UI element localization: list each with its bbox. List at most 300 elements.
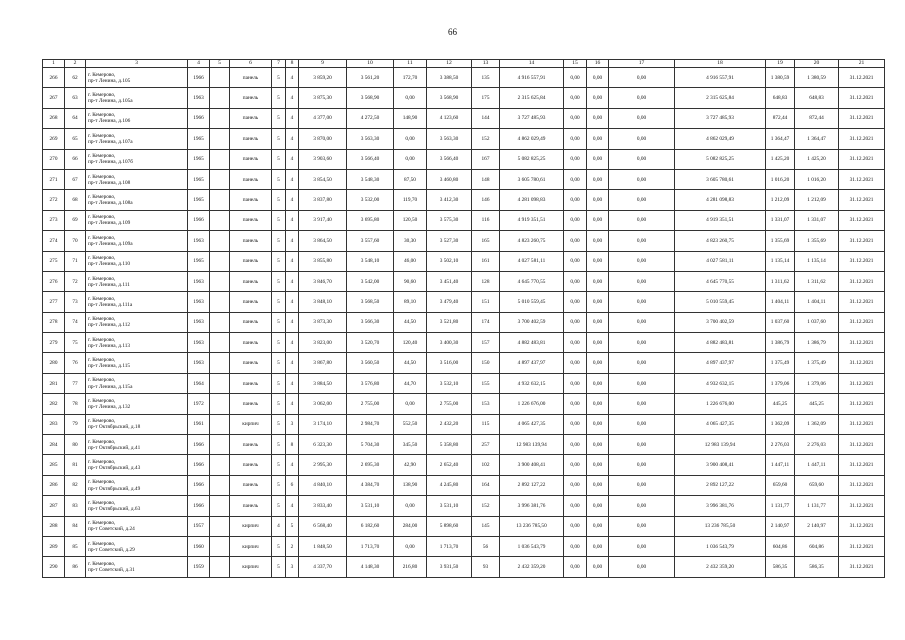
address-line: пр-т Ленина, д.115 bbox=[88, 363, 131, 370]
table-cell-col-13: 257 bbox=[472, 435, 500, 455]
table-cell-col-18: 3 727 485,93 bbox=[675, 108, 766, 128]
table-cell-col-20: 445,25 bbox=[795, 394, 839, 414]
table-cell-col-13: 167 bbox=[472, 149, 500, 169]
table-cell-col-13: 175 bbox=[472, 88, 500, 108]
table-cell-col-14: 5 010 559,45 bbox=[500, 292, 564, 312]
table-cell-col-16: 0,00 bbox=[587, 414, 609, 434]
table-cell-col-6: панель bbox=[230, 169, 272, 189]
table-cell-col-15: 0,00 bbox=[564, 353, 587, 373]
table-cell-col-14: 3 996 381,76 bbox=[500, 496, 564, 516]
table-cell-col-13: 146 bbox=[472, 190, 500, 210]
table-cell-col-2: 63 bbox=[65, 88, 86, 108]
table-cell-col-5 bbox=[210, 169, 230, 189]
table-cell-col-12: 4 123,60 bbox=[427, 108, 472, 128]
address-line: пр-т Ленина, д.109а bbox=[88, 240, 133, 247]
address-line: г. Кемерово, bbox=[88, 418, 116, 425]
table-cell-col-13: 161 bbox=[472, 251, 500, 271]
table-cell-col-3 bbox=[86, 231, 188, 251]
table-cell-col-18: 2 315 625,84 bbox=[675, 88, 766, 108]
table-cell-col-14: 4 932 632,15 bbox=[500, 373, 564, 393]
table-cell-col-18: 4 897 437,97 bbox=[675, 353, 766, 373]
table-cell-col-18: 4 645 770,55 bbox=[675, 271, 766, 291]
table-cell-col-12: 5 358,80 bbox=[427, 435, 472, 455]
table-cell-col-12: 3 563,30 bbox=[427, 129, 472, 149]
table-cell-col-17: 0,00 bbox=[609, 394, 675, 414]
table-cell-col-7: 5 bbox=[272, 190, 286, 210]
table-cell-col-16: 0,00 bbox=[587, 435, 609, 455]
table-cell-col-10: 3 695,80 bbox=[347, 210, 394, 230]
table-cell-col-5 bbox=[210, 231, 230, 251]
table-cell-col-16: 0,00 bbox=[587, 129, 609, 149]
table-cell-col-11: 42,90 bbox=[394, 455, 427, 475]
address-line: пр-т Ленина, д.112 bbox=[88, 322, 131, 329]
table-cell-col-8: 4 bbox=[286, 108, 299, 128]
table-cell-col-1: 279 bbox=[43, 333, 65, 353]
table-cell-col-18: 1 036 543,79 bbox=[675, 536, 766, 556]
table-cell-col-8: 4 bbox=[286, 169, 299, 189]
table-cell-col-4: 1966 bbox=[188, 68, 210, 88]
table-cell-col-18: 5 082 825,25 bbox=[675, 149, 766, 169]
table-cell-col-10: 2 755,00 bbox=[347, 394, 394, 414]
table-cell-col-18: 13 236 785,50 bbox=[675, 516, 766, 536]
table-cell-col-9: 4 840,10 bbox=[299, 475, 347, 495]
table-cell-col-5 bbox=[210, 68, 230, 88]
table-cell-col-9: 3 903,60 bbox=[299, 149, 347, 169]
table-cell-col-21: 31.12.2021 bbox=[839, 68, 885, 88]
table-cell-col-14: 4 027 581,11 bbox=[500, 251, 564, 271]
table-cell-col-19: 872,44 bbox=[766, 108, 795, 128]
table-cell-col-3 bbox=[86, 292, 188, 312]
table-cell-col-5 bbox=[210, 557, 230, 577]
table-cell-col-8: 6 bbox=[286, 475, 299, 495]
table-row bbox=[43, 373, 885, 393]
table-cell-col-7: 5 bbox=[272, 251, 286, 271]
table-cell-col-3 bbox=[86, 210, 188, 230]
table-cell-col-11: 0,00 bbox=[394, 536, 427, 556]
table-cell-col-8: 4 bbox=[286, 88, 299, 108]
table-cell-col-17: 0,00 bbox=[609, 435, 675, 455]
table-cell-col-6: панель bbox=[230, 88, 272, 108]
address-line: г. Кемерово, bbox=[88, 234, 116, 241]
table-cell-col-19: 1 016,20 bbox=[766, 169, 795, 189]
table-cell-col-15: 0,00 bbox=[564, 496, 587, 516]
address-line: г. Кемерово, bbox=[88, 132, 116, 139]
table-cell-col-21: 31.12.2021 bbox=[839, 455, 885, 475]
address-line: г. Кемерово, bbox=[88, 193, 116, 200]
table-cell-col-6: панель bbox=[230, 333, 272, 353]
table-cell-col-21: 31.12.2021 bbox=[839, 251, 885, 271]
table-row bbox=[43, 353, 885, 373]
table-cell-col-7: 5 bbox=[272, 435, 286, 455]
table-cell-col-7: 5 bbox=[272, 129, 286, 149]
table-cell-col-9: 3 062,00 bbox=[299, 394, 347, 414]
table-cell-col-16: 0,00 bbox=[587, 373, 609, 393]
table-cell-col-16: 0,00 bbox=[587, 149, 609, 169]
table-cell-col-5 bbox=[210, 292, 230, 312]
address-line: пр-т Советский, д.31 bbox=[88, 567, 135, 574]
table-cell-col-2: 78 bbox=[65, 394, 86, 414]
table-cell-col-6: кирпич bbox=[230, 414, 272, 434]
table-cell-col-19: 648,83 bbox=[766, 88, 795, 108]
table-cell-col-4: 1963 bbox=[188, 333, 210, 353]
table-cell-col-15: 0,00 bbox=[564, 68, 587, 88]
table-cell-col-4: 1966 bbox=[188, 455, 210, 475]
table-cell-col-2: 66 bbox=[65, 149, 86, 169]
table-cell-col-21: 31.12.2021 bbox=[839, 414, 885, 434]
table-cell-col-1: 269 bbox=[43, 129, 65, 149]
table-cell-col-17: 0,00 bbox=[609, 251, 675, 271]
table-cell-col-16: 0,00 bbox=[587, 271, 609, 291]
table-cell-col-14: 4 919 351,51 bbox=[500, 210, 564, 230]
table-cell-col-4: 1965 bbox=[188, 251, 210, 271]
table-cell-col-6: панель bbox=[230, 271, 272, 291]
table-cell-col-10: 2 984,70 bbox=[347, 414, 394, 434]
table-cell-col-3 bbox=[86, 312, 188, 332]
table-row bbox=[43, 496, 885, 516]
table-cell-col-2: 81 bbox=[65, 455, 86, 475]
table-cell-col-4: 1963 bbox=[188, 88, 210, 108]
address-line: пр-т Ленина, д.110 bbox=[88, 261, 131, 268]
address-line: г. Кемерово, bbox=[88, 520, 116, 527]
table-cell-col-5 bbox=[210, 108, 230, 128]
table-cell-col-5 bbox=[210, 312, 230, 332]
address-line: г. Кемерово, bbox=[88, 316, 116, 323]
table-cell-col-12: 3 566,40 bbox=[427, 149, 472, 169]
table-cell-col-6: панель bbox=[230, 455, 272, 475]
table-cell-col-9: 3 854,50 bbox=[299, 169, 347, 189]
table-cell-col-13: 151 bbox=[472, 292, 500, 312]
table-cell-col-13: 148 bbox=[472, 169, 500, 189]
table-cell-col-19: 1 311,62 bbox=[766, 271, 795, 291]
table-cell-col-10: 3 531,10 bbox=[347, 496, 394, 516]
table-cell-col-5 bbox=[210, 496, 230, 516]
table-cell-col-17: 0,00 bbox=[609, 108, 675, 128]
table-cell-col-18: 4 823 260,75 bbox=[675, 231, 766, 251]
address-line: г. Кемерово, bbox=[88, 295, 116, 302]
table-cell-col-7: 4 bbox=[272, 516, 286, 536]
table-cell-col-10: 3 557,60 bbox=[347, 231, 394, 251]
table-cell-col-2: 62 bbox=[65, 68, 86, 88]
column-number: 19 bbox=[766, 60, 795, 68]
table-cell-col-21: 31.12.2021 bbox=[839, 496, 885, 516]
table-cell-col-12: 3 388,50 bbox=[427, 68, 472, 88]
table-cell-col-15: 0,00 bbox=[564, 210, 587, 230]
table-cell-col-19: 1 331,07 bbox=[766, 210, 795, 230]
table-cell-col-17: 0,00 bbox=[609, 149, 675, 169]
table-cell-col-10: 5 704,30 bbox=[347, 435, 394, 455]
table-cell-col-13: 93 bbox=[472, 557, 500, 577]
table-cell-col-13: 157 bbox=[472, 333, 500, 353]
table-cell-col-16: 0,00 bbox=[587, 251, 609, 271]
page-number: 66 bbox=[448, 27, 457, 37]
table-cell-col-19: 1 037,60 bbox=[766, 312, 795, 332]
table-cell-col-5 bbox=[210, 475, 230, 495]
table-cell-col-8: 4 bbox=[286, 210, 299, 230]
table-cell-col-4: 1966 bbox=[188, 496, 210, 516]
table-cell-col-12: 3 568,90 bbox=[427, 88, 472, 108]
table-cell-col-1: 288 bbox=[43, 516, 65, 536]
table-cell-col-2: 65 bbox=[65, 129, 86, 149]
table-cell-col-11: 552,50 bbox=[394, 414, 427, 434]
table-cell-col-15: 0,00 bbox=[564, 394, 587, 414]
table-cell-col-2: 84 bbox=[65, 516, 86, 536]
table-cell-col-6: панель bbox=[230, 210, 272, 230]
column-number: 7 bbox=[272, 60, 286, 68]
table-cell-col-8: 4 bbox=[286, 455, 299, 475]
table-row bbox=[43, 333, 885, 353]
table-cell-col-4: 1966 bbox=[188, 108, 210, 128]
address-line: пр-т Ленина, д.106 bbox=[88, 118, 131, 125]
table-cell-col-9: 6 323,30 bbox=[299, 435, 347, 455]
table-cell-col-6: панель bbox=[230, 353, 272, 373]
address-line: г. Кемерово, bbox=[88, 459, 116, 466]
table-cell-col-18: 4 882 483,81 bbox=[675, 333, 766, 353]
table-cell-col-20: 2 140,97 bbox=[795, 516, 839, 536]
table-cell-col-18: 1 226 676,00 bbox=[675, 394, 766, 414]
column-number: 8 bbox=[286, 60, 299, 68]
table-cell-col-8: 5 bbox=[286, 516, 299, 536]
table-cell-col-1: 266 bbox=[43, 68, 65, 88]
table-cell-col-5 bbox=[210, 394, 230, 414]
table-cell-col-18: 2 432 359,20 bbox=[675, 557, 766, 577]
table-cell-col-14: 1 226 676,00 bbox=[500, 394, 564, 414]
table-cell-col-7: 5 bbox=[272, 475, 286, 495]
table-cell-col-11: 345,50 bbox=[394, 435, 427, 455]
table-row bbox=[43, 455, 885, 475]
address-line: пр-т Ленина, д.109 bbox=[88, 220, 131, 227]
table-cell-col-7: 5 bbox=[272, 169, 286, 189]
table-cell-col-11: 44,70 bbox=[394, 373, 427, 393]
address-line: пр-т Ленина, д.111 bbox=[88, 281, 130, 288]
table-cell-col-15: 0,00 bbox=[564, 475, 587, 495]
table-cell-col-20: 1 037,60 bbox=[795, 312, 839, 332]
table-cell-col-7: 5 bbox=[272, 373, 286, 393]
column-number: 9 bbox=[299, 60, 347, 68]
table-cell-col-1: 273 bbox=[43, 210, 65, 230]
table-cell-col-9: 3 833,40 bbox=[299, 496, 347, 516]
table-cell-col-8: 4 bbox=[286, 190, 299, 210]
table-cell-col-6: панель bbox=[230, 496, 272, 516]
table-cell-col-9: 3 837,80 bbox=[299, 190, 347, 210]
table-cell-col-14: 5 082 825,25 bbox=[500, 149, 564, 169]
table-cell-col-6: панель bbox=[230, 149, 272, 169]
table-cell-col-9: 3 884,50 bbox=[299, 373, 347, 393]
table-cell-col-20: 1 131,77 bbox=[795, 496, 839, 516]
table-cell-col-13: 135 bbox=[472, 68, 500, 88]
table-cell-col-13: 174 bbox=[472, 312, 500, 332]
table-cell-col-8: 3 bbox=[286, 557, 299, 577]
table-cell-col-2: 74 bbox=[65, 312, 86, 332]
column-number: 14 bbox=[500, 60, 564, 68]
table-cell-col-1: 281 bbox=[43, 373, 65, 393]
table-cell-col-5 bbox=[210, 414, 230, 434]
table-cell-col-1: 272 bbox=[43, 190, 65, 210]
table-row bbox=[43, 190, 885, 210]
table-cell-col-14: 2 892 127,22 bbox=[500, 475, 564, 495]
table-cell-col-19: 1 362,09 bbox=[766, 414, 795, 434]
table-cell-col-18: 4 862 029,49 bbox=[675, 129, 766, 149]
table-cell-col-4: 1963 bbox=[188, 312, 210, 332]
table-cell-col-21: 31.12.2021 bbox=[839, 394, 885, 414]
table-cell-col-13: 150 bbox=[472, 353, 500, 373]
address-line: г. Кемерово, bbox=[88, 357, 116, 364]
table-cell-col-17: 0,00 bbox=[609, 169, 675, 189]
table-cell-col-17: 0,00 bbox=[609, 414, 675, 434]
address-line: пр-т Ленина, д.107б bbox=[88, 159, 133, 166]
table-cell-col-2: 83 bbox=[65, 496, 86, 516]
table-cell-col-4: 1963 bbox=[188, 231, 210, 251]
table-cell-col-11: 0,00 bbox=[394, 88, 427, 108]
table-cell-col-9: 3 823,00 bbox=[299, 333, 347, 353]
table-cell-col-18: 4 932 632,15 bbox=[675, 373, 766, 393]
table-row bbox=[43, 536, 885, 556]
table-cell-col-11: 90,60 bbox=[394, 271, 427, 291]
table-cell-col-16: 0,00 bbox=[587, 88, 609, 108]
table-cell-col-13: 155 bbox=[472, 373, 500, 393]
table-cell-col-3 bbox=[86, 414, 188, 434]
table-cell-col-8: 4 bbox=[286, 333, 299, 353]
table-cell-col-1: 286 bbox=[43, 475, 65, 495]
table-cell-col-15: 0,00 bbox=[564, 312, 587, 332]
table-cell-col-12: 2 432,20 bbox=[427, 414, 472, 434]
table-cell-col-13: 56 bbox=[472, 536, 500, 556]
table-cell-col-7: 5 bbox=[272, 394, 286, 414]
address-line: г. Кемерово, bbox=[88, 153, 116, 160]
table-cell-col-1: 276 bbox=[43, 271, 65, 291]
table-cell-col-11: 284,00 bbox=[394, 516, 427, 536]
table-cell-col-12: 3 412,30 bbox=[427, 190, 472, 210]
table-cell-col-21: 31.12.2021 bbox=[839, 231, 885, 251]
address-line: пр-т Ленина, д.111а bbox=[88, 301, 133, 308]
table-cell-col-6: панель bbox=[230, 312, 272, 332]
table-cell-col-15: 0,00 bbox=[564, 333, 587, 353]
table-cell-col-10: 2 695,30 bbox=[347, 455, 394, 475]
table-cell-col-11: 0,00 bbox=[394, 394, 427, 414]
table-cell-col-2: 69 bbox=[65, 210, 86, 230]
table-cell-col-20: 1 379,06 bbox=[795, 373, 839, 393]
table-cell-col-7: 5 bbox=[272, 292, 286, 312]
table-cell-col-9: 1 848,50 bbox=[299, 536, 347, 556]
table-row bbox=[43, 210, 885, 230]
table-cell-col-21: 31.12.2021 bbox=[839, 373, 885, 393]
table-cell-col-14: 1 036 543,79 bbox=[500, 536, 564, 556]
table-cell-col-3 bbox=[86, 455, 188, 475]
table-cell-col-10: 3 560,50 bbox=[347, 353, 394, 373]
table-row bbox=[43, 475, 885, 495]
table-cell-col-14: 4 065 427,35 bbox=[500, 414, 564, 434]
table-cell-col-8: 4 bbox=[286, 312, 299, 332]
table-cell-col-15: 0,00 bbox=[564, 231, 587, 251]
table-cell-col-13: 145 bbox=[472, 516, 500, 536]
table-cell-col-3 bbox=[86, 108, 188, 128]
table-cell-col-17: 0,00 bbox=[609, 557, 675, 577]
table-cell-col-20: 1 447,11 bbox=[795, 455, 839, 475]
table-cell-col-9: 3 848,10 bbox=[299, 292, 347, 312]
table-cell-col-16: 0,00 bbox=[587, 536, 609, 556]
table-cell-col-7: 5 bbox=[272, 353, 286, 373]
column-number: 4 bbox=[188, 60, 210, 68]
table-cell-col-12: 1 713,70 bbox=[427, 536, 472, 556]
table-cell-col-14: 4 862 029,49 bbox=[500, 129, 564, 149]
table-cell-col-3 bbox=[86, 496, 188, 516]
table-cell-col-10: 3 532,00 bbox=[347, 190, 394, 210]
table-cell-col-3 bbox=[86, 394, 188, 414]
table-cell-col-13: 144 bbox=[472, 108, 500, 128]
table-cell-col-3 bbox=[86, 536, 188, 556]
table-cell-col-16: 0,00 bbox=[587, 312, 609, 332]
table-cell-col-20: 1 311,62 bbox=[795, 271, 839, 291]
column-number: 5 bbox=[210, 60, 230, 68]
table-cell-col-9: 3 873,30 bbox=[299, 312, 347, 332]
table-cell-col-7: 5 bbox=[272, 68, 286, 88]
table-cell-col-11: 120,50 bbox=[394, 210, 427, 230]
table-cell-col-7: 5 bbox=[272, 414, 286, 434]
table-cell-col-20: 1 135,14 bbox=[795, 251, 839, 271]
column-number: 10 bbox=[347, 60, 394, 68]
table-cell-col-2: 82 bbox=[65, 475, 86, 495]
table-cell-col-19: 604,86 bbox=[766, 536, 795, 556]
table-cell-col-21: 31.12.2021 bbox=[839, 210, 885, 230]
table-cell-col-7: 5 bbox=[272, 312, 286, 332]
table-cell-col-6: панель bbox=[230, 373, 272, 393]
table-cell-col-12: 3 527,30 bbox=[427, 231, 472, 251]
table-cell-col-5 bbox=[210, 149, 230, 169]
table-cell-col-7: 5 bbox=[272, 333, 286, 353]
table-cell-col-7: 5 bbox=[272, 108, 286, 128]
table-cell-col-4: 1965 bbox=[188, 190, 210, 210]
table-cell-col-11: 172,70 bbox=[394, 68, 427, 88]
table-cell-col-17: 0,00 bbox=[609, 353, 675, 373]
table-cell-col-4: 1965 bbox=[188, 169, 210, 189]
table-cell-col-21: 31.12.2021 bbox=[839, 190, 885, 210]
table-cell-col-4: 1966 bbox=[188, 210, 210, 230]
table-cell-col-13: 116 bbox=[472, 210, 500, 230]
table-cell-col-21: 31.12.2021 bbox=[839, 169, 885, 189]
table-cell-col-19: 1 447,11 bbox=[766, 455, 795, 475]
table-cell-col-17: 0,00 bbox=[609, 271, 675, 291]
table-cell-col-3 bbox=[86, 251, 188, 271]
table-cell-col-16: 0,00 bbox=[587, 68, 609, 88]
table-cell-col-14: 13 236 785,50 bbox=[500, 516, 564, 536]
table-cell-col-16: 0,00 bbox=[587, 108, 609, 128]
table-cell-col-10: 3 566,30 bbox=[347, 312, 394, 332]
table-cell-col-2: 68 bbox=[65, 190, 86, 210]
address-line: г. Кемерово, bbox=[88, 560, 116, 567]
table-row bbox=[43, 271, 885, 291]
table-cell-col-11: 138,90 bbox=[394, 475, 427, 495]
table-cell-col-3 bbox=[86, 516, 188, 536]
table-cell-col-16: 0,00 bbox=[587, 190, 609, 210]
table-cell-col-12: 3 502,10 bbox=[427, 251, 472, 271]
table-cell-col-5 bbox=[210, 210, 230, 230]
address-line: г. Кемерово, bbox=[88, 377, 116, 384]
address-line: г. Кемерово, bbox=[88, 214, 116, 221]
table-cell-col-2: 77 bbox=[65, 373, 86, 393]
table-cell-col-8: 4 bbox=[286, 129, 299, 149]
table-cell-col-8: 4 bbox=[286, 149, 299, 169]
table-cell-col-9: 3 855,80 bbox=[299, 251, 347, 271]
table-cell-col-3 bbox=[86, 169, 188, 189]
table-cell-col-10: 3 568,50 bbox=[347, 292, 394, 312]
table-cell-col-10: 3 576,80 bbox=[347, 373, 394, 393]
table-cell-col-7: 5 bbox=[272, 88, 286, 108]
table-cell-col-6: панель bbox=[230, 394, 272, 414]
table-cell-col-12: 4 245,80 bbox=[427, 475, 472, 495]
table-cell-col-16: 0,00 bbox=[587, 496, 609, 516]
table-cell-col-7: 5 bbox=[272, 271, 286, 291]
table-cell-col-1: 267 bbox=[43, 88, 65, 108]
table-cell-col-14: 2 315 625,84 bbox=[500, 88, 564, 108]
